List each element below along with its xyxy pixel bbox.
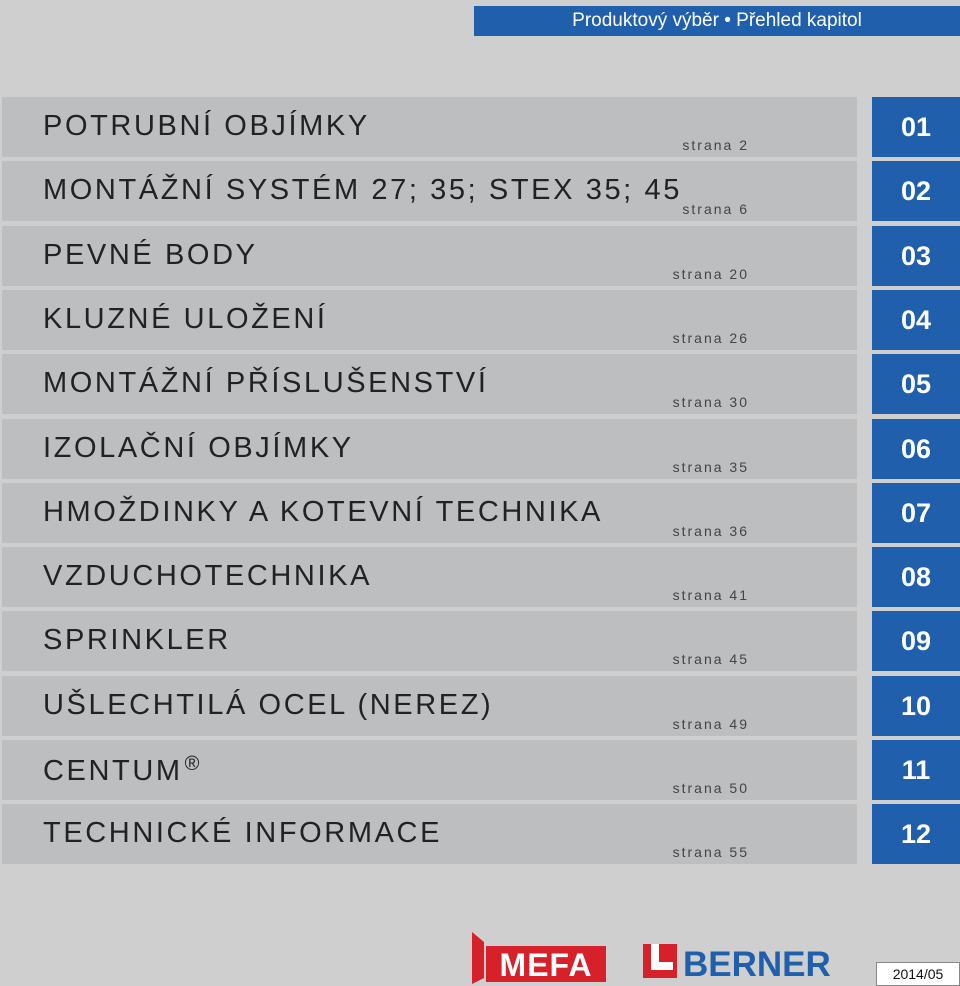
- chapter-number: 11: [872, 740, 960, 800]
- edition-date: 2014/05: [876, 962, 960, 986]
- chapter-title: IZOLAČNÍ OBJÍMKY: [43, 432, 354, 464]
- chapter-page: strana 30: [672, 394, 749, 410]
- chapter-number: 04: [872, 290, 960, 350]
- chapter-number: 09: [872, 611, 960, 671]
- chapter-title-cell: [2, 676, 857, 736]
- chapter-title: CENTUM ®: [43, 753, 200, 787]
- chapter-page: strana 49: [672, 716, 749, 732]
- chapter-title-cell: [2, 740, 857, 800]
- chapter-row[interactable]: [0, 547, 960, 607]
- chapter-row[interactable]: [0, 290, 960, 350]
- chapter-page: strana 41: [672, 587, 749, 603]
- header-title-bar: [474, 6, 960, 36]
- chapter-row[interactable]: [0, 226, 960, 286]
- chapter-title: PEVNÉ BODY: [43, 239, 258, 271]
- chapter-number: 07: [872, 483, 960, 543]
- chapter-page: strana 2: [682, 137, 749, 153]
- chapter-page: strana 26: [672, 330, 749, 346]
- chapter-page: strana 20: [672, 266, 749, 282]
- chapter-title: KLUZNÉ ULOŽENÍ: [43, 303, 328, 335]
- chapter-number: 06: [872, 419, 960, 479]
- chapter-title-cell: [2, 804, 857, 864]
- svg-text:BERNER: BERNER: [683, 945, 831, 980]
- svg-text:MEFA: MEFA: [499, 947, 593, 983]
- chapter-number: 08: [872, 547, 960, 607]
- chapter-number: 01: [872, 97, 960, 157]
- chapter-row[interactable]: [0, 804, 960, 864]
- chapter-title: MONTÁŽNÍ SYSTÉM 27; 35; STEX 35; 45: [43, 174, 682, 206]
- chapter-title: MONTÁŽNÍ PŘÍSLUŠENSTVÍ: [43, 367, 489, 399]
- chapter-number: 10: [872, 676, 960, 736]
- chapter-row[interactable]: [0, 740, 960, 800]
- chapter-title-cell: [2, 161, 857, 221]
- chapter-page: strana 45: [672, 651, 749, 667]
- chapter-title-cell: [2, 290, 857, 350]
- chapter-number: 02: [872, 161, 960, 221]
- chapter-row[interactable]: [0, 483, 960, 543]
- chapter-page: strana 50: [672, 780, 749, 796]
- chapter-title: VZDUCHOTECHNIKA: [43, 560, 373, 592]
- chapter-number: 03: [872, 226, 960, 286]
- chapter-title: SPRINKLER: [43, 624, 231, 656]
- chapter-page: strana 36: [672, 523, 749, 539]
- chapter-title-cell: [2, 226, 857, 286]
- chapter-title-cell: [2, 419, 857, 479]
- registered-mark: ®: [184, 753, 200, 775]
- chapter-row[interactable]: [0, 611, 960, 671]
- chapter-number: 05: [872, 354, 960, 414]
- chapter-title-cell: [2, 547, 857, 607]
- chapter-row[interactable]: [0, 161, 960, 221]
- chapter-page: strana 6: [682, 201, 749, 217]
- chapter-row[interactable]: [0, 419, 960, 479]
- chapter-title: UŠLECHTILÁ OCEL (NEREZ): [43, 689, 494, 721]
- chapter-row[interactable]: [0, 676, 960, 736]
- chapter-title-cell: [2, 483, 857, 543]
- chapter-title-cell: [2, 97, 857, 157]
- chapter-row[interactable]: [0, 354, 960, 414]
- chapter-title: POTRUBNÍ OBJÍMKY: [43, 110, 370, 142]
- chapter-title-cell: [2, 354, 857, 414]
- mefa-logo: [472, 932, 608, 984]
- chapter-number: 12: [872, 804, 960, 864]
- header-title: Produktový výběr • Přehled kapitol: [572, 10, 862, 31]
- chapter-row[interactable]: [0, 97, 960, 157]
- berner-logo: [643, 942, 839, 980]
- footer-logos: [0, 926, 960, 986]
- chapter-title-cell: [2, 611, 857, 671]
- chapter-title: HMOŽDINKY A KOTEVNÍ TECHNIKA: [43, 496, 603, 528]
- chapter-page: strana 55: [672, 844, 749, 860]
- chapter-title: TECHNICKÉ INFORMACE: [43, 817, 443, 849]
- chapter-page: strana 35: [672, 459, 749, 475]
